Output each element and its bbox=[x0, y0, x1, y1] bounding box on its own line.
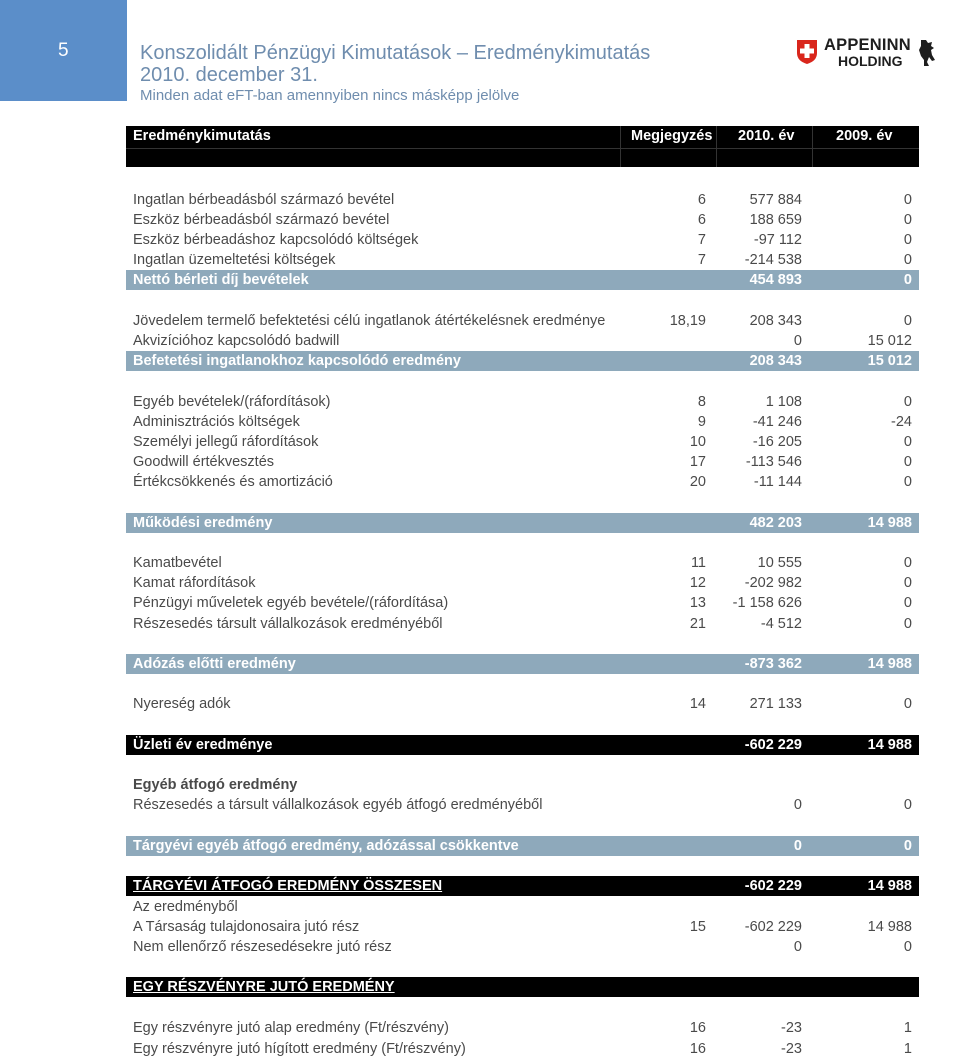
table-row bbox=[126, 614, 919, 634]
row-value-2010: -602 229 bbox=[744, 919, 802, 935]
row-value-2009: 0 bbox=[903, 595, 912, 611]
table-row bbox=[126, 250, 919, 270]
row-value-2010: -97 112 bbox=[753, 232, 802, 248]
row-value-2009: 0 bbox=[903, 454, 912, 470]
table-row bbox=[126, 472, 919, 492]
row-value-2010: -11 144 bbox=[753, 474, 802, 490]
row-label: Befetetési ingatlanokhoz kapcsolódó eredmény bbox=[133, 353, 461, 369]
row-label: Üzleti év eredménye bbox=[133, 737, 273, 753]
company-logo bbox=[796, 36, 941, 72]
table-row bbox=[126, 1039, 919, 1059]
table-row bbox=[126, 392, 919, 412]
row-note: 18,19 bbox=[669, 313, 706, 329]
row-value-2010: 454 893 bbox=[749, 272, 802, 288]
row-label: Működési eredmény bbox=[133, 515, 273, 531]
table-row bbox=[126, 553, 919, 573]
table-row bbox=[126, 917, 919, 937]
row-value-2009: 0 bbox=[903, 434, 912, 450]
row-note: 6 bbox=[697, 192, 706, 208]
row-value-2010: -113 546 bbox=[745, 454, 802, 470]
row-value-2009: 0 bbox=[903, 838, 912, 854]
row-value-2009: 15 012 bbox=[867, 353, 912, 369]
row-label: Goodwill értékvesztés bbox=[133, 454, 275, 470]
logo-name: APPENINN bbox=[824, 36, 911, 54]
row-label: TÁRGYÉVI ÁTFOGÓ EREDMÉNY ÖSSZESEN bbox=[133, 878, 443, 894]
row-label: Nyereség adók bbox=[133, 696, 231, 712]
row-label: Ingatlan üzemeltetési költségek bbox=[133, 252, 336, 268]
report-date: 2010. december 31. bbox=[140, 64, 318, 86]
row-label: Személyi jellegű ráfordítások bbox=[133, 434, 319, 450]
row-value-2009: 0 bbox=[903, 575, 912, 591]
header-divider bbox=[126, 148, 919, 149]
row-value-2010: -1 158 626 bbox=[732, 595, 802, 611]
row-value-2010: 188 659 bbox=[749, 212, 802, 228]
header-separator bbox=[620, 126, 621, 167]
header-separator bbox=[716, 126, 717, 167]
subtotal-row bbox=[126, 513, 919, 533]
page-number-badge bbox=[0, 0, 127, 101]
page-number: 5 bbox=[58, 40, 69, 61]
table-row bbox=[126, 897, 919, 917]
row-value-2010: -41 246 bbox=[752, 414, 802, 430]
total-row bbox=[126, 876, 919, 896]
row-label: Egy részvényre jutó alap eredmény (Ft/részvény) bbox=[133, 1020, 449, 1036]
row-value-2010: -16 205 bbox=[752, 434, 802, 450]
row-value-2010: -873 362 bbox=[744, 656, 802, 672]
row-label: Kamatbevétel bbox=[133, 555, 222, 571]
row-value-2009: 0 bbox=[903, 616, 912, 632]
table-row bbox=[126, 452, 919, 472]
row-note: 7 bbox=[697, 232, 706, 248]
table-row bbox=[126, 694, 919, 714]
row-note: 6 bbox=[697, 212, 706, 228]
row-label: Egyéb átfogó eredmény bbox=[133, 777, 298, 793]
subtotal-row bbox=[126, 654, 919, 674]
row-value-2010: 577 884 bbox=[749, 192, 802, 208]
currency-note: Minden adat eFT-ban amennyiben nincs másképp jelölve bbox=[140, 87, 520, 104]
subtotal-row bbox=[126, 351, 919, 371]
table-row bbox=[126, 331, 919, 351]
section-heading-row bbox=[126, 775, 919, 795]
row-value-2010: -602 229 bbox=[744, 878, 802, 894]
table-row bbox=[126, 795, 919, 815]
row-value-2009: 14 988 bbox=[867, 515, 912, 531]
row-label: Értékcsökkenés és amortizáció bbox=[133, 474, 333, 490]
row-value-2009: 0 bbox=[903, 939, 912, 955]
header-label: Eredménykimutatás bbox=[133, 128, 271, 144]
row-note: 17 bbox=[689, 454, 706, 470]
subtotal-row bbox=[126, 270, 919, 290]
row-label: Pénzügyi műveletek egyéb bevétele/(ráfordítása) bbox=[133, 595, 449, 611]
row-value-2009: 0 bbox=[903, 232, 912, 248]
row-value-2009: 14 988 bbox=[867, 878, 912, 894]
row-value-2009: 14 988 bbox=[867, 656, 912, 672]
row-value-2009: -24 bbox=[891, 414, 912, 430]
row-label: Adózás előtti eredmény bbox=[133, 656, 296, 672]
total-row bbox=[126, 977, 919, 997]
table-row bbox=[126, 311, 919, 331]
row-value-2010: 482 203 bbox=[749, 515, 802, 531]
row-note: 14 bbox=[689, 696, 706, 712]
row-value-2010: -4 512 bbox=[760, 616, 802, 632]
row-value-2009: 0 bbox=[903, 313, 912, 329]
table-header bbox=[126, 126, 919, 167]
table-row bbox=[126, 190, 919, 210]
page-title: Konszolidált Pénzügyi Kimutatások – Eredménykimutatás bbox=[140, 42, 651, 64]
row-value-2009: 0 bbox=[903, 474, 912, 490]
row-value-2009: 0 bbox=[903, 394, 912, 410]
table-row bbox=[126, 412, 919, 432]
row-label: Eszköz bérbeadásból származó bevétel bbox=[133, 212, 390, 228]
row-note: 16 bbox=[689, 1041, 706, 1057]
bear-icon bbox=[917, 38, 937, 68]
row-note: 21 bbox=[689, 616, 706, 632]
row-value-2010: 0 bbox=[793, 333, 802, 349]
row-value-2009: 1 bbox=[903, 1041, 912, 1057]
table-row bbox=[126, 230, 919, 250]
row-value-2010: 208 343 bbox=[749, 313, 802, 329]
row-label: Nem ellenőrző részesedésekre jutó rész bbox=[133, 939, 392, 955]
row-label: Jövedelem termelő befektetési célú ingatlanok átértékelésnek eredménye bbox=[133, 313, 606, 329]
row-label: Részesedés a társult vállalkozások egyéb átfogó eredményéből bbox=[133, 797, 543, 813]
row-label: Ingatlan bérbeadásból származó bevétel bbox=[133, 192, 395, 208]
row-value-2010: 1 108 bbox=[765, 394, 802, 410]
row-value-2010: 208 343 bbox=[749, 353, 802, 369]
table-row bbox=[126, 1018, 919, 1038]
row-value-2009: 0 bbox=[903, 797, 912, 813]
table-row bbox=[126, 432, 919, 452]
subtotal-row bbox=[126, 836, 919, 856]
swiss-cross-icon bbox=[796, 39, 818, 65]
row-note: 7 bbox=[697, 252, 706, 268]
row-value-2009: 14 988 bbox=[867, 919, 912, 935]
row-label: Egy részvényre jutó hígított eredmény (Ft/részvény) bbox=[133, 1041, 466, 1057]
row-label: Eszköz bérbeadáshoz kapcsolódó költségek bbox=[133, 232, 419, 248]
row-value-2010: 0 bbox=[793, 838, 802, 854]
table-row bbox=[126, 937, 919, 957]
row-note: 11 bbox=[690, 555, 706, 571]
row-value-2010: 0 bbox=[793, 797, 802, 813]
row-value-2010: -202 982 bbox=[744, 575, 802, 591]
row-label: Nettó bérleti díj bevételek bbox=[133, 272, 309, 288]
row-note: 9 bbox=[697, 414, 706, 430]
row-value-2009: 14 988 bbox=[867, 737, 912, 753]
row-note: 13 bbox=[689, 595, 706, 611]
total-row bbox=[126, 735, 919, 755]
row-value-2010: -23 bbox=[781, 1041, 802, 1057]
row-label: Kamat ráfordítások bbox=[133, 575, 256, 591]
row-value-2010: 10 555 bbox=[757, 555, 802, 571]
table-row bbox=[126, 593, 919, 613]
row-label: Egyéb bevételek/(ráfordítások) bbox=[133, 394, 331, 410]
header-note: Megjegyzés bbox=[631, 128, 713, 144]
row-value-2010: -23 bbox=[781, 1020, 802, 1036]
header-col-2009: 2009. év bbox=[836, 128, 893, 144]
row-label: Tárgyévi egyéb átfogó eredmény, adózással csökkentve bbox=[133, 838, 519, 854]
row-value-2010: 0 bbox=[793, 939, 802, 955]
row-label: A Társaság tulajdonosaira jutó rész bbox=[133, 919, 360, 935]
row-value-2009: 0 bbox=[903, 192, 912, 208]
row-value-2009: 0 bbox=[903, 555, 912, 571]
table-row bbox=[126, 210, 919, 230]
row-value-2010: -602 229 bbox=[744, 737, 802, 753]
row-note: 8 bbox=[697, 394, 706, 410]
row-value-2009: 0 bbox=[903, 696, 912, 712]
row-value-2009: 0 bbox=[903, 272, 912, 288]
row-value-2010: -214 538 bbox=[744, 252, 802, 268]
row-value-2009: 0 bbox=[903, 252, 912, 268]
row-label: Adminisztrációs költségek bbox=[133, 414, 300, 430]
row-value-2009: 0 bbox=[903, 212, 912, 228]
logo-subname: HOLDING bbox=[838, 53, 903, 69]
row-label: EGY RÉSZVÉNYRE JUTÓ EREDMÉNY bbox=[133, 979, 395, 995]
row-label: Részesedés társult vállalkozások eredményéből bbox=[133, 616, 443, 632]
row-label: Az eredményből bbox=[133, 899, 238, 915]
row-note: 15 bbox=[689, 919, 706, 935]
header-col-2010: 2010. év bbox=[738, 128, 795, 144]
table-row bbox=[126, 573, 919, 593]
row-value-2010: 271 133 bbox=[749, 696, 802, 712]
row-value-2009: 1 bbox=[903, 1020, 912, 1036]
row-label: Akvizícióhoz kapcsolódó badwill bbox=[133, 333, 340, 349]
row-value-2009: 15 012 bbox=[867, 333, 912, 349]
header-separator bbox=[812, 126, 813, 167]
row-note: 16 bbox=[689, 1020, 706, 1036]
row-note: 20 bbox=[689, 474, 706, 490]
row-note: 12 bbox=[689, 575, 706, 591]
row-note: 10 bbox=[689, 434, 706, 450]
